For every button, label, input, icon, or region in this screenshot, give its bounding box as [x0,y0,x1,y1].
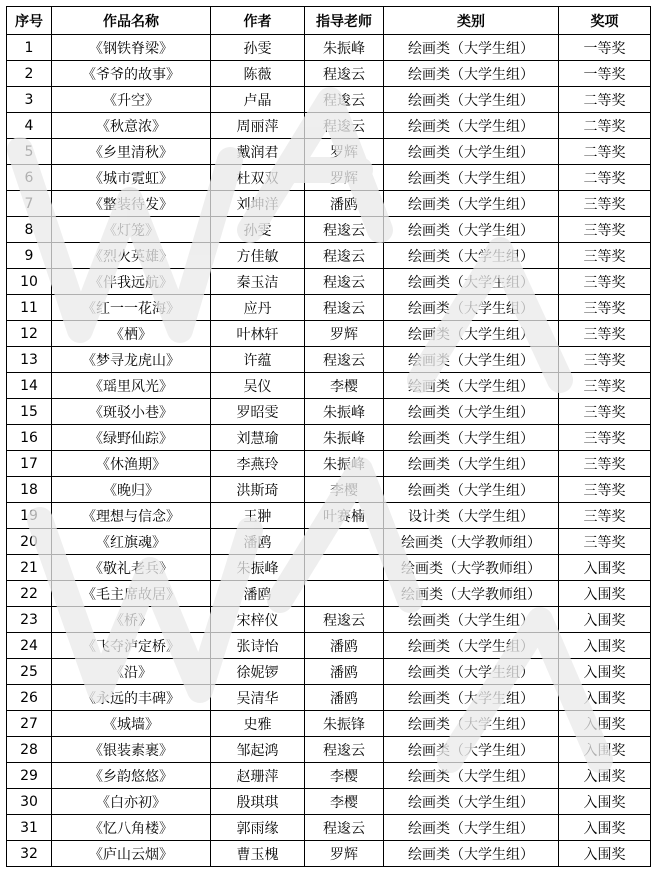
table-row [7,763,651,789]
cell-author: 卢晶 [211,87,305,113]
cell-category: 绘画类（大学生组） [384,165,559,191]
cell-teacher: 李樱 [305,477,384,503]
cell-no: 11 [7,295,52,321]
table-row [7,607,651,633]
header-category: 类别 [384,7,559,35]
cell-author: 张诗怡 [211,633,305,659]
cell-award: 三等奖 [559,477,651,503]
cell-award: 三等奖 [559,373,651,399]
cell-author: 孙雯 [211,35,305,61]
cell-author: 邹起鸿 [211,737,305,763]
cell-title: 《桥》 [52,607,211,633]
cell-author: 潘鸥 [211,581,305,607]
cell-teacher: 程逡云 [305,61,384,87]
cell-author: 戴润君 [211,139,305,165]
table-row [7,841,651,867]
cell-category: 绘画类（大学生组） [384,737,559,763]
cell-no: 16 [7,425,52,451]
cell-author: 曹玉槐 [211,841,305,867]
table-row [7,555,651,581]
cell-category: 绘画类（大学生组） [384,763,559,789]
cell-teacher: 叶赛楠 [305,503,384,529]
cell-category: 绘画类（大学生组） [384,789,559,815]
cell-teacher: 程逡云 [305,113,384,139]
cell-award: 三等奖 [559,347,651,373]
cell-author: 陈薇 [211,61,305,87]
header-no: 序号 [7,7,52,35]
cell-author: 孙雯 [211,217,305,243]
table-row [7,113,651,139]
cell-award: 入围奖 [559,581,651,607]
cell-award: 入围奖 [559,633,651,659]
cell-teacher [305,581,384,607]
cell-title: 《烈火英雄》 [52,243,211,269]
cell-author: 赵珊萍 [211,763,305,789]
header-title: 作品名称 [52,7,211,35]
cell-no: 5 [7,139,52,165]
table-row [7,451,651,477]
cell-title: 《晚归》 [52,477,211,503]
cell-award: 三等奖 [559,191,651,217]
cell-author: 郭雨缘 [211,815,305,841]
cell-author: 王翀 [211,503,305,529]
cell-title: 《忆八角楼》 [52,815,211,841]
cell-author: 刘坤洋 [211,191,305,217]
cell-no: 20 [7,529,52,555]
cell-author: 许蕴 [211,347,305,373]
cell-teacher: 程逡云 [305,607,384,633]
cell-title: 《毛主席故居》 [52,581,211,607]
cell-category: 设计类（大学生组） [384,503,559,529]
cell-author: 洪斯琦 [211,477,305,503]
cell-no: 12 [7,321,52,347]
cell-title: 《永远的丰碑》 [52,685,211,711]
cell-author: 吴仪 [211,373,305,399]
cell-title: 《庐山云烟》 [52,841,211,867]
cell-title: 《整装待发》 [52,191,211,217]
cell-award: 入围奖 [559,711,651,737]
table-row [7,191,651,217]
cell-category: 绘画类（大学生组） [384,139,559,165]
table-row [7,321,651,347]
cell-teacher: 潘鸥 [305,659,384,685]
cell-no: 19 [7,503,52,529]
cell-category: 绘画类（大学生组） [384,35,559,61]
cell-no: 4 [7,113,52,139]
cell-title: 《梦寻龙虎山》 [52,347,211,373]
cell-no: 28 [7,737,52,763]
table-row [7,789,651,815]
cell-award: 三等奖 [559,503,651,529]
cell-award: 入围奖 [559,555,651,581]
awards-table [6,6,651,867]
cell-teacher: 朱振峰 [305,451,384,477]
cell-teacher: 朱振峰 [305,425,384,451]
table-row [7,269,651,295]
cell-category: 绘画类（大学生组） [384,87,559,113]
cell-teacher: 程逡云 [305,217,384,243]
cell-category: 绘画类（大学生组） [384,191,559,217]
cell-award: 二等奖 [559,165,651,191]
cell-author: 徐妮锣 [211,659,305,685]
cell-title: 《伴我远航》 [52,269,211,295]
cell-author: 吴清华 [211,685,305,711]
cell-no: 7 [7,191,52,217]
table-row [7,815,651,841]
header-award: 奖项 [559,7,651,35]
cell-teacher: 朱振峰 [305,35,384,61]
cell-award: 二等奖 [559,113,651,139]
cell-no: 10 [7,269,52,295]
cell-title: 《休渔期》 [52,451,211,477]
cell-title: 《升空》 [52,87,211,113]
cell-no: 6 [7,165,52,191]
table-row [7,139,651,165]
cell-no: 32 [7,841,52,867]
cell-category: 绘画类（大学生组） [384,269,559,295]
table-row [7,295,651,321]
cell-no: 26 [7,685,52,711]
cell-no: 29 [7,763,52,789]
table-row [7,685,651,711]
cell-award: 三等奖 [559,529,651,555]
cell-teacher: 程逡云 [305,269,384,295]
table-row [7,87,651,113]
cell-category: 绘画类（大学生组） [384,607,559,633]
cell-teacher: 程逡云 [305,347,384,373]
table-row [7,425,651,451]
cell-category: 绘画类（大学教师组） [384,581,559,607]
cell-no: 1 [7,35,52,61]
table-row [7,373,651,399]
cell-teacher: 李樱 [305,763,384,789]
cell-category: 绘画类（大学生组） [384,61,559,87]
cell-teacher: 朱振锋 [305,711,384,737]
cell-category: 绘画类（大学生组） [384,295,559,321]
cell-category: 绘画类（大学生组） [384,685,559,711]
cell-teacher [305,529,384,555]
cell-award: 三等奖 [559,451,651,477]
cell-author: 宋梓仪 [211,607,305,633]
cell-award: 一等奖 [559,35,651,61]
cell-no: 14 [7,373,52,399]
cell-teacher: 罗辉 [305,321,384,347]
cell-title: 《斑驳小巷》 [52,399,211,425]
cell-award: 入围奖 [559,789,651,815]
cell-title: 《绿野仙踪》 [52,425,211,451]
cell-award: 三等奖 [559,321,651,347]
cell-no: 22 [7,581,52,607]
table-row [7,659,651,685]
cell-award: 三等奖 [559,399,651,425]
cell-no: 2 [7,61,52,87]
cell-no: 21 [7,555,52,581]
cell-author: 应丹 [211,295,305,321]
cell-no: 18 [7,477,52,503]
cell-no: 13 [7,347,52,373]
cell-author: 方佳敏 [211,243,305,269]
cell-category: 绘画类（大学生组） [384,347,559,373]
cell-no: 31 [7,815,52,841]
cell-no: 27 [7,711,52,737]
cell-category: 绘画类（大学教师组） [384,529,559,555]
cell-title: 《理想与信念》 [52,503,211,529]
cell-title: 《栖》 [52,321,211,347]
cell-title: 《城墙》 [52,711,211,737]
cell-title: 《红一一花海》 [52,295,211,321]
header-teacher: 指导老师 [305,7,384,35]
cell-category: 绘画类（大学生组） [384,113,559,139]
cell-category: 绘画类（大学生组） [384,477,559,503]
cell-award: 三等奖 [559,269,651,295]
cell-title: 《城市霓虹》 [52,165,211,191]
cell-author: 殷琪琪 [211,789,305,815]
cell-award: 一等奖 [559,61,651,87]
cell-teacher: 罗辉 [305,841,384,867]
cell-title: 《爷爷的故事》 [52,61,211,87]
cell-no: 3 [7,87,52,113]
cell-author: 朱振峰 [211,555,305,581]
cell-category: 绘画类（大学生组） [384,321,559,347]
cell-teacher: 潘鸥 [305,191,384,217]
table-row [7,347,651,373]
cell-category: 绘画类（大学生组） [384,633,559,659]
cell-award: 入围奖 [559,763,651,789]
table-row [7,633,651,659]
cell-author: 罗昭雯 [211,399,305,425]
cell-category: 绘画类（大学生组） [384,243,559,269]
cell-teacher: 李樱 [305,373,384,399]
cell-title: 《红旗魂》 [52,529,211,555]
cell-award: 三等奖 [559,295,651,321]
table-row [7,61,651,87]
table-body [7,35,651,867]
table-row [7,165,651,191]
cell-title: 《乡韵悠悠》 [52,763,211,789]
cell-category: 绘画类（大学教师组） [384,555,559,581]
cell-teacher [305,555,384,581]
cell-category: 绘画类（大学生组） [384,451,559,477]
cell-author: 史雅 [211,711,305,737]
cell-title: 《乡里清秋》 [52,139,211,165]
cell-category: 绘画类（大学生组） [384,217,559,243]
cell-teacher: 罗辉 [305,165,384,191]
cell-title: 《沿》 [52,659,211,685]
cell-title: 《银装素裹》 [52,737,211,763]
cell-category: 绘画类（大学生组） [384,711,559,737]
cell-author: 秦玉洁 [211,269,305,295]
cell-author: 杜双双 [211,165,305,191]
table-row [7,711,651,737]
table-row [7,477,651,503]
cell-category: 绘画类（大学生组） [384,399,559,425]
table-row [7,737,651,763]
cell-award: 二等奖 [559,87,651,113]
cell-no: 17 [7,451,52,477]
cell-award: 入围奖 [559,841,651,867]
cell-title: 《瑶里风光》 [52,373,211,399]
table-header [7,7,651,35]
cell-award: 三等奖 [559,425,651,451]
cell-award: 入围奖 [559,685,651,711]
cell-no: 15 [7,399,52,425]
cell-award: 入围奖 [559,737,651,763]
cell-teacher: 罗辉 [305,139,384,165]
cell-category: 绘画类（大学生组） [384,373,559,399]
table-row [7,243,651,269]
cell-teacher: 潘鸥 [305,685,384,711]
cell-title: 《秋意浓》 [52,113,211,139]
cell-title: 《敬礼老兵》 [52,555,211,581]
cell-teacher: 程逡云 [305,87,384,113]
cell-author: 李燕玲 [211,451,305,477]
cell-author: 叶林轩 [211,321,305,347]
cell-teacher: 朱振峰 [305,399,384,425]
cell-award: 三等奖 [559,243,651,269]
cell-no: 23 [7,607,52,633]
table-row [7,529,651,555]
cell-teacher: 程逡云 [305,737,384,763]
cell-no: 8 [7,217,52,243]
cell-teacher: 程逡云 [305,815,384,841]
cell-no: 9 [7,243,52,269]
cell-author: 刘慧瑜 [211,425,305,451]
cell-no: 25 [7,659,52,685]
cell-category: 绘画类（大学生组） [384,815,559,841]
cell-award: 入围奖 [559,607,651,633]
cell-title: 《白亦初》 [52,789,211,815]
cell-title: 《钢铁脊梁》 [52,35,211,61]
table-row [7,217,651,243]
cell-award: 三等奖 [559,217,651,243]
cell-author: 周丽萍 [211,113,305,139]
cell-award: 入围奖 [559,815,651,841]
cell-teacher: 潘鸥 [305,633,384,659]
header-author: 作者 [211,7,305,35]
table-row [7,581,651,607]
cell-category: 绘画类（大学生组） [384,841,559,867]
cell-no: 24 [7,633,52,659]
table-row [7,35,651,61]
cell-award: 入围奖 [559,659,651,685]
cell-title: 《灯笼》 [52,217,211,243]
cell-title: 《飞夺泸定桥》 [52,633,211,659]
header-row [7,7,651,35]
cell-teacher: 程逡云 [305,243,384,269]
cell-teacher: 程逡云 [305,295,384,321]
cell-teacher: 李樱 [305,789,384,815]
cell-category: 绘画类（大学生组） [384,659,559,685]
cell-award: 二等奖 [559,139,651,165]
table-row [7,503,651,529]
table-row [7,399,651,425]
cell-category: 绘画类（大学生组） [384,425,559,451]
cell-author: 潘鸥 [211,529,305,555]
cell-no: 30 [7,789,52,815]
